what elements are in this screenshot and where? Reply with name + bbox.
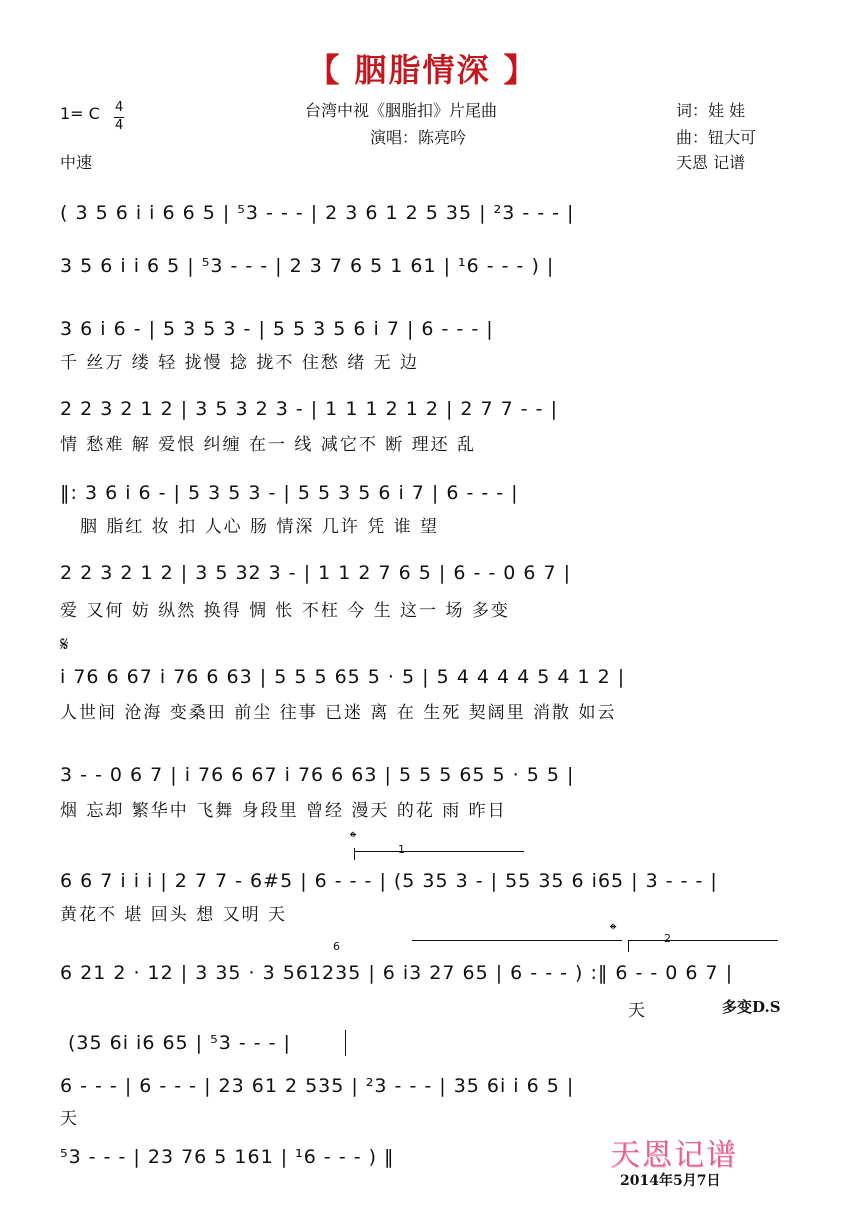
notation-row-3: 3 6 i 6 - | 5 3 5 3 - | 5 5 3 5 6 i 7 | 6 - - - | xyxy=(60,318,494,340)
dal-segno-marking: 多变D.S xyxy=(722,998,781,1016)
first-ending-number: 1 xyxy=(398,843,405,856)
second-ending-number: 2 xyxy=(664,932,671,945)
lyricist: 词：娃 娃 xyxy=(676,101,746,120)
notation-row-5: ‖: 3 6 i 6 - | 5 3 5 3 - | 5 5 3 5 6 i 7 | 6 - - - | xyxy=(60,482,519,504)
lyrics-row-8: 烟 忘却 繁华中 飞舞 身段里 曾经 漫天 的花 雨 昨日 xyxy=(60,801,507,821)
coda-sign-2: 𝄌 xyxy=(610,920,617,941)
notation-row-2: 3 5 6 i i 6 5 | ⁵3 - - - | 2 3 7 6 5 1 61 | ¹6 - - - ) | xyxy=(60,255,555,277)
page-title: 【 胭脂情深 】 xyxy=(307,51,538,89)
notation-row-10: 6 21 2 · 12 | 3 35 · 3 561235 | 6 i3 27 65 | 6 - - - ) :‖ 6 - - 0 6 7 | xyxy=(60,962,734,984)
lyrics-row-12: 天 xyxy=(60,1109,79,1129)
tempo-marking: 中速 xyxy=(60,153,93,172)
notation-row-6: 2 2 3 2 1 2 | 3 5 32 3 - | 1 1 2 7 6 5 | 6 - - 0 6 7 | xyxy=(60,562,572,584)
sextuplet-number: 6 xyxy=(333,940,340,953)
lyrics-row-7: 人世间 沧海 变桑田 前尘 往事 已迷 离 在 生死 契阔里 消散 如云 xyxy=(60,703,617,723)
time-signature-top: 4 xyxy=(115,100,124,115)
time-signature-bottom: 4 xyxy=(115,118,124,133)
segno-sign: 𝄋 xyxy=(60,632,69,656)
lyrics-row-6: 爱 又何 妨 纵然 换得 惆 怅 不枉 今 生 这一 场 多变 xyxy=(60,601,510,621)
transcriber-seal: 天恩记谱 xyxy=(610,1138,738,1173)
notation-row-8: 3 - - 0 6 7 | i 76 6 67 i 76 6 63 | 5 5 5 65 5 · 5 5 | xyxy=(60,764,575,786)
lyrics-row-10-tian: 天 xyxy=(628,1001,647,1021)
composer: 曲：钮大可 xyxy=(676,128,757,147)
notation-row-13: ⁵3 - - - | 23 76 5 161 | ¹6 - - - ) ‖ xyxy=(60,1146,395,1168)
notation-row-12: 6 - - - | 6 - - - | 23 61 2 535 | ²3 - - - | 35 6i i 6 5 | xyxy=(60,1075,575,1097)
lyrics-row-9: 黄花不 堪 回头 想 又明 天 xyxy=(60,905,288,925)
notation-row-9: 6 6 7 i i i | 2 7 7 - 6#5 | 6 - - - | (5 35 3 - | 55 35 6 i65 | 3 - - - | xyxy=(60,870,718,892)
notation-row-1: ( 3 5 6 i i 6 6 5 | ⁵3 - - - | 2 3 6 1 2 5 35 | ²3 - - - | xyxy=(60,202,575,224)
lyrics-row-4: 情 愁难 解 爱恨 纠缠 在一 线 减它不 断 理还 乱 xyxy=(60,435,477,455)
lyrics-row-3: 千 丝万 缕 轻 拢慢 捻 拢不 住愁 绪 无 边 xyxy=(60,353,420,373)
singer: 演唱：陈亮吟 xyxy=(370,128,467,147)
notation-row-4: 2 2 3 2 1 2 | 3 5 3 2 3 - | 1 1 1 2 1 2 | 2 7 7 - - | xyxy=(60,398,558,420)
key-signature: 1= C xyxy=(60,104,100,123)
coda-sign: 𝄌 xyxy=(350,828,357,849)
transcriber: 天恩 记谱 xyxy=(676,153,746,172)
lyrics-row-5: 胭 脂红 妆 扣 人心 肠 情深 几许 凭 谁 望 xyxy=(80,517,440,537)
notation-row-7: i 76 6 67 i 76 6 63 | 5 5 5 65 5 · 5 | 5 4 4 4 4 5 4 1 2 | xyxy=(60,666,626,688)
transcription-date: 2014年5月7日 xyxy=(620,1173,721,1189)
song-source: 台湾中视《胭脂扣》片尾曲 xyxy=(305,101,498,120)
notation-row-11: (35 6i i6 65 | ⁵3 - - - | xyxy=(68,1032,291,1054)
